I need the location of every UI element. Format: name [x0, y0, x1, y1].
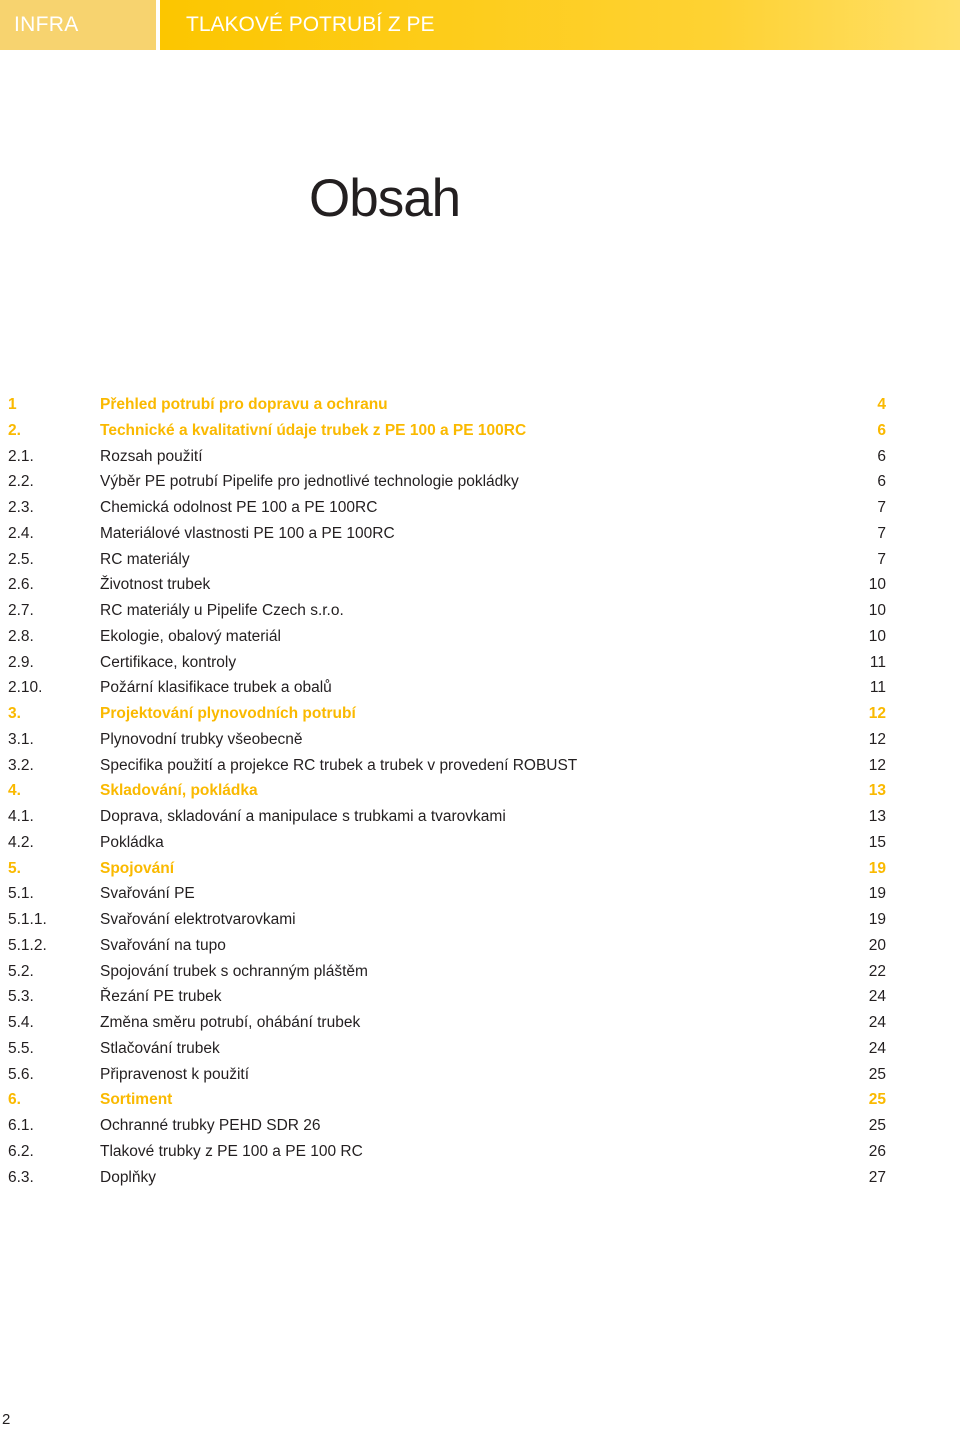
toc-entry-title: Doplňky — [100, 1168, 156, 1186]
toc-entry-title: Tlakové trubky z PE 100 a PE 100 RC — [100, 1142, 363, 1160]
toc-entry-page: 10 — [868, 602, 886, 619]
toc-entry-number: 6.3. — [8, 1168, 34, 1186]
toc-entry-title: Řezání PE trubek — [100, 988, 222, 1006]
toc-entry-page: 12 — [868, 756, 886, 774]
toc-entry-number: 5.2. — [8, 962, 34, 980]
toc-entry-number: 3.2. — [8, 756, 34, 774]
toc-entry-number: 1 — [8, 396, 17, 413]
toc-entry-number: 4.2. — [8, 833, 34, 851]
toc-entry-title: Materiálové vlastnosti PE 100 a PE 100RC — [100, 524, 395, 542]
toc-section-row[interactable] — [0, 778, 960, 804]
toc-entry-number: 5.4. — [8, 1014, 34, 1031]
toc-entry-title: Ochranné trubky PEHD SDR 26 — [100, 1117, 321, 1134]
toc-entry-number: 2.6. — [8, 576, 34, 594]
brand-tag: INFRA — [0, 0, 156, 50]
toc-entry-page: 20 — [868, 936, 886, 954]
toc-entry-number: 5.1.1. — [8, 911, 47, 928]
toc-entry-title: Technické a kvalitativní údaje trubek z PE 100 a PE 100RC — [100, 421, 527, 439]
toc-entry-number: 2.8. — [8, 627, 34, 645]
toc-entry-row[interactable] — [0, 804, 960, 830]
toc-entry-page: 6 — [877, 447, 886, 465]
toc-entry-title: Životnost trubek — [100, 576, 211, 594]
toc-entry-number: 5.6. — [8, 1065, 34, 1083]
toc-entry-row[interactable] — [0, 830, 960, 856]
toc-entry-title: Certifikace, kontroly — [100, 653, 237, 671]
toc-entry-number: 2.4. — [8, 524, 34, 542]
toc-section-row[interactable] — [0, 701, 960, 727]
toc-section-row[interactable] — [0, 1087, 960, 1113]
toc-entry-page: 7 — [877, 550, 886, 568]
toc-entry-page: 25 — [868, 1117, 886, 1134]
toc-entry-title: Svařování elektrotvarovkami — [100, 911, 296, 928]
toc-entry-number: 6.1. — [8, 1117, 34, 1134]
toc-entry-page: 19 — [868, 859, 886, 877]
toc-entry-number: 2.1. — [8, 447, 34, 465]
toc-entry-number: 5.1.2. — [8, 936, 47, 954]
toc-entry-page: 7 — [877, 499, 886, 516]
toc-entry-title: Sortiment — [100, 1091, 173, 1109]
page-number: 2 — [2, 1411, 11, 1428]
toc-entry-page: 6 — [877, 421, 886, 439]
toc-entry-title: Stlačování trubek — [100, 1039, 220, 1057]
toc-entry-row[interactable] — [0, 521, 960, 547]
toc-entry-title: Spojování trubek s ochranným pláštěm — [100, 962, 368, 980]
toc-entry-title: Rozsah použití — [100, 447, 203, 465]
toc-entry-number: 2.10. — [8, 679, 43, 697]
toc-entry-page: 25 — [868, 1065, 886, 1083]
toc-entry-number: 5.1. — [8, 885, 34, 903]
toc-entry-number: 2.2. — [8, 473, 34, 491]
toc-section-row[interactable] — [0, 856, 960, 882]
toc-entry-title: Specifika použití a projekce RC trubek a trubek v provedení ROBUST — [100, 756, 578, 774]
toc-entry-page: 22 — [868, 962, 886, 980]
toc-entry-row[interactable] — [0, 1062, 960, 1088]
toc-entry-page: 24 — [868, 988, 886, 1006]
toc-entry-number: 4.1. — [8, 808, 34, 825]
toc-entry-title: Ekologie, obalový materiál — [100, 627, 281, 645]
toc-entry-title: Výběr PE potrubí Pipelife pro jednotlivé technologie pokládky — [100, 473, 519, 491]
toc-entry-title: Doprava, skladování a manipulace s trubkami a tvarovkami — [100, 808, 506, 825]
product-title-band: TLAKOVÉ POTRUBÍ Z PE — [160, 0, 960, 50]
toc-entry-row[interactable] — [0, 1036, 960, 1062]
toc-entry-row[interactable] — [0, 624, 960, 650]
toc-entry-title: RC materiály — [100, 550, 190, 568]
toc-entry-title: Přehled potrubí pro dopravu a ochranu — [100, 396, 388, 413]
toc-entry-title: Připravenost k použití — [100, 1065, 250, 1083]
toc-entry-page: 6 — [877, 473, 886, 491]
toc-entry-page: 13 — [868, 808, 886, 825]
toc-entry-page: 10 — [868, 627, 886, 645]
toc-section-row[interactable] — [0, 418, 960, 444]
toc-entry-page: 4 — [877, 396, 886, 413]
toc-entry-number: 6.2. — [8, 1142, 34, 1160]
toc-entry-page: 11 — [869, 679, 886, 697]
toc-entry-row[interactable] — [0, 1113, 960, 1139]
toc-entry-title: Požární klasifikace trubek a obalů — [100, 679, 332, 697]
toc-entry-row[interactable] — [0, 547, 960, 573]
toc-entry-row[interactable] — [0, 598, 960, 624]
toc-entry-row[interactable] — [0, 727, 960, 753]
toc-entry-page: 10 — [868, 576, 886, 594]
page-title: Obsah — [309, 169, 461, 228]
table-of-contents — [0, 392, 960, 1190]
toc-entry-number: 2.3. — [8, 499, 34, 516]
toc-entry-page: 12 — [868, 705, 886, 722]
toc-entry-title: Svařování na tupo — [100, 936, 226, 954]
toc-entry-row[interactable] — [0, 1139, 960, 1165]
toc-entry-number: 2.7. — [8, 602, 34, 619]
toc-entry-page: 24 — [868, 1039, 886, 1057]
toc-entry-number: 5. — [8, 859, 21, 877]
toc-entry-page: 13 — [868, 782, 886, 800]
toc-entry-title: Spojování — [100, 859, 175, 877]
toc-entry-title: Pokládka — [100, 833, 164, 851]
toc-entry-title: RC materiály u Pipelife Czech s.r.o. — [100, 602, 344, 619]
toc-entry-row[interactable] — [0, 650, 960, 676]
toc-entry-number: 3. — [8, 705, 21, 722]
page-header — [0, 0, 960, 50]
toc-entry-number: 2.5. — [8, 550, 34, 568]
toc-entry-page: 11 — [869, 653, 886, 671]
toc-entry-page: 19 — [868, 885, 886, 903]
toc-entry-row[interactable] — [0, 675, 960, 701]
toc-entry-title: Plynovodní trubky všeobecně — [100, 730, 303, 748]
toc-entry-row[interactable] — [0, 1165, 960, 1191]
toc-entry-number: 2.9. — [8, 653, 34, 671]
toc-section-row[interactable] — [0, 392, 960, 418]
toc-entry-number: 5.3. — [8, 988, 34, 1006]
toc-entry-title: Chemická odolnost PE 100 a PE 100RC — [100, 499, 378, 516]
toc-entry-row[interactable] — [0, 753, 960, 779]
toc-entry-number: 3.1. — [8, 730, 34, 748]
toc-entry-page: 19 — [868, 911, 886, 928]
toc-entry-row[interactable] — [0, 1010, 960, 1036]
toc-entry-row[interactable] — [0, 469, 960, 495]
toc-entry-page: 24 — [868, 1014, 886, 1031]
toc-entry-title: Svařování PE — [100, 885, 195, 903]
toc-entry-row[interactable] — [0, 959, 960, 985]
toc-entry-row[interactable] — [0, 984, 960, 1010]
toc-entry-row[interactable] — [0, 933, 960, 959]
toc-entry-row[interactable] — [0, 572, 960, 598]
toc-entry-title: Skladování, pokládka — [100, 782, 258, 800]
toc-entry-page: 25 — [868, 1091, 886, 1109]
toc-entry-row[interactable] — [0, 444, 960, 470]
toc-entry-number: 6. — [8, 1091, 21, 1109]
toc-entry-number: 4. — [8, 782, 21, 800]
toc-entry-row[interactable] — [0, 881, 960, 907]
toc-entry-row[interactable] — [0, 907, 960, 933]
toc-entry-row[interactable] — [0, 495, 960, 521]
toc-entry-page: 27 — [868, 1168, 886, 1186]
toc-entry-number: 2. — [8, 421, 21, 439]
toc-entry-page: 12 — [868, 730, 886, 748]
toc-entry-number: 5.5. — [8, 1039, 34, 1057]
toc-entry-title: Projektování plynovodních potrubí — [100, 705, 356, 722]
toc-entry-title: Změna směru potrubí, ohábání trubek — [100, 1014, 361, 1031]
toc-entry-page: 7 — [877, 524, 886, 542]
toc-entry-page: 26 — [868, 1142, 886, 1160]
toc-entry-page: 15 — [868, 833, 886, 851]
